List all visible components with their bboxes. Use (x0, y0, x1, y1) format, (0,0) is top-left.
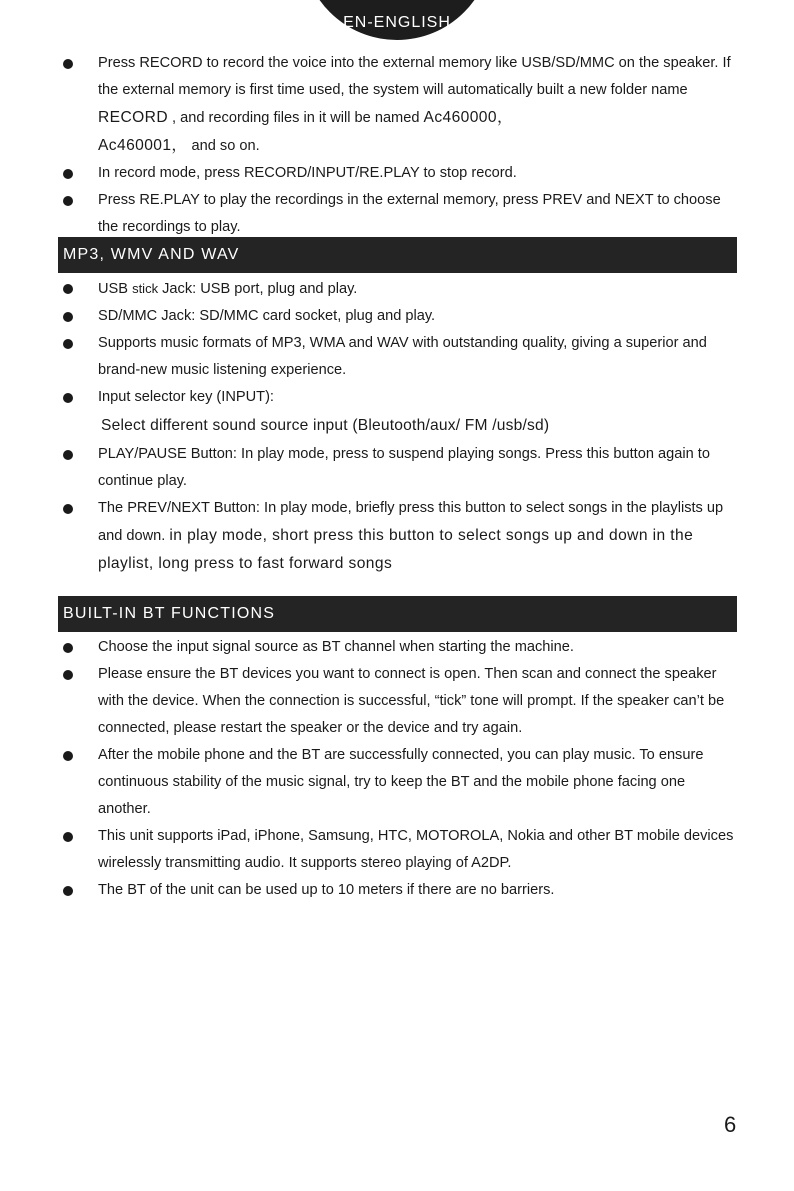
section-header-bt: BUILT-IN BT FUNCTIONS (58, 596, 737, 632)
list-item (0, 823, 794, 877)
record-section (0, 50, 794, 241)
bt-item-text: After the mobile phone and the BT are successfully connected, you can play music. To ensure continuous stability of the music signal, try to keep the BT and the mobile phone facing one another. (98, 747, 704, 817)
mp3-item-text: The PREV/NEXT Button: In play mode, briefly press this button to select songs in the playlists up and down. (98, 500, 724, 544)
bullet-icon (63, 339, 73, 349)
record-item-text: Press RE.PLAY to play the recordings in the external memory, press PREV and NEXT to choose the recordings to play. (98, 192, 721, 235)
list-item (0, 495, 794, 578)
record-file-name-2: Ac460001， (98, 137, 188, 154)
bullet-icon (63, 169, 73, 179)
mp3-item-text-small: stick (132, 281, 159, 296)
bt-item-text: Choose the input signal source as BT channel when starting the machine. (98, 639, 574, 655)
list-item (0, 384, 794, 411)
mp3-item-text-cont: Jack: USB port, plug and play. (158, 281, 358, 297)
bt-item-text: This unit supports iPad, iPhone, Samsung, HTC, MOTOROLA, Nokia and other BT mobile devices wirelessly transmitting audio. It supports stereo playing of A2DP. (98, 828, 734, 871)
bullet-icon (63, 393, 73, 403)
list-item (0, 187, 794, 241)
bullet-icon (63, 59, 73, 69)
list-item (0, 742, 794, 823)
record-item-text-end: and so on. (187, 138, 260, 154)
bullet-icon (63, 196, 73, 206)
list-item (0, 50, 794, 160)
list-item (0, 275, 794, 303)
list-item (0, 330, 794, 384)
bullet-icon (63, 832, 73, 842)
bullet-icon (63, 670, 73, 680)
bullet-icon (63, 504, 73, 514)
bullet-icon (63, 751, 73, 761)
input-selector-description: Select different sound source input (Bleutooth/aux/ FM /usb/sd) (101, 417, 550, 434)
mp3-item-text: USB (98, 281, 133, 297)
mp3-item-text: Input selector key (INPUT): (98, 389, 274, 405)
bullet-icon (63, 284, 73, 294)
record-file-name-1: Ac460000， (423, 109, 513, 126)
bullet-icon (63, 643, 73, 653)
record-item-text: Press RECORD to record the voice into the external memory like USB/SD/MMC on the speaker. If the external memory is first time used, the system will automatically built a new folder name (98, 55, 731, 98)
mp3-section (0, 275, 794, 578)
mp3-item-text: SD/MMC Jack: SD/MMC card socket, plug and play. (98, 308, 436, 324)
list-item (0, 160, 794, 187)
list-item (0, 877, 794, 904)
language-tab-label: EN-ENGLISH (343, 14, 451, 31)
list-item (0, 634, 794, 661)
bullet-icon (63, 886, 73, 896)
bt-section (0, 634, 794, 904)
page-number: 6 (724, 1112, 737, 1137)
list-item (0, 661, 794, 742)
mp3-item-text: PLAY/PAUSE Button: In play mode, press to suspend playing songs. Press this button again to continue play. (98, 446, 710, 489)
mp3-item-text-alt: in play mode, short press this button to select songs up and down in the playlist, long press to fast forward songs (98, 527, 694, 572)
bullet-icon (63, 312, 73, 322)
record-folder-name: RECORD (98, 109, 168, 126)
bt-item-text: The BT of the unit can be used up to 10 meters if there are no barriers. (98, 882, 555, 898)
list-item (0, 441, 794, 495)
section-header-mp3: MP3, WMV AND WAV (58, 237, 737, 273)
bullet-icon (63, 450, 73, 460)
mp3-item-text: Supports music formats of MP3, WMA and WAV with outstanding quality, giving a superior and brand-new music listening experience. (98, 335, 707, 378)
bt-item-text: Please ensure the BT devices you want to connect is open. Then scan and connect the speaker with the device. When the connection is successful, “tick” tone will prompt. If the speaker can’t be connected, please restart the speaker or the device and try again. (98, 666, 725, 736)
record-item-text: In record mode, press RECORD/INPUT/RE.PLAY to stop record. (98, 165, 517, 181)
list-item (0, 303, 794, 330)
record-item-text-cont: , and recording files in it will be named (167, 110, 424, 126)
